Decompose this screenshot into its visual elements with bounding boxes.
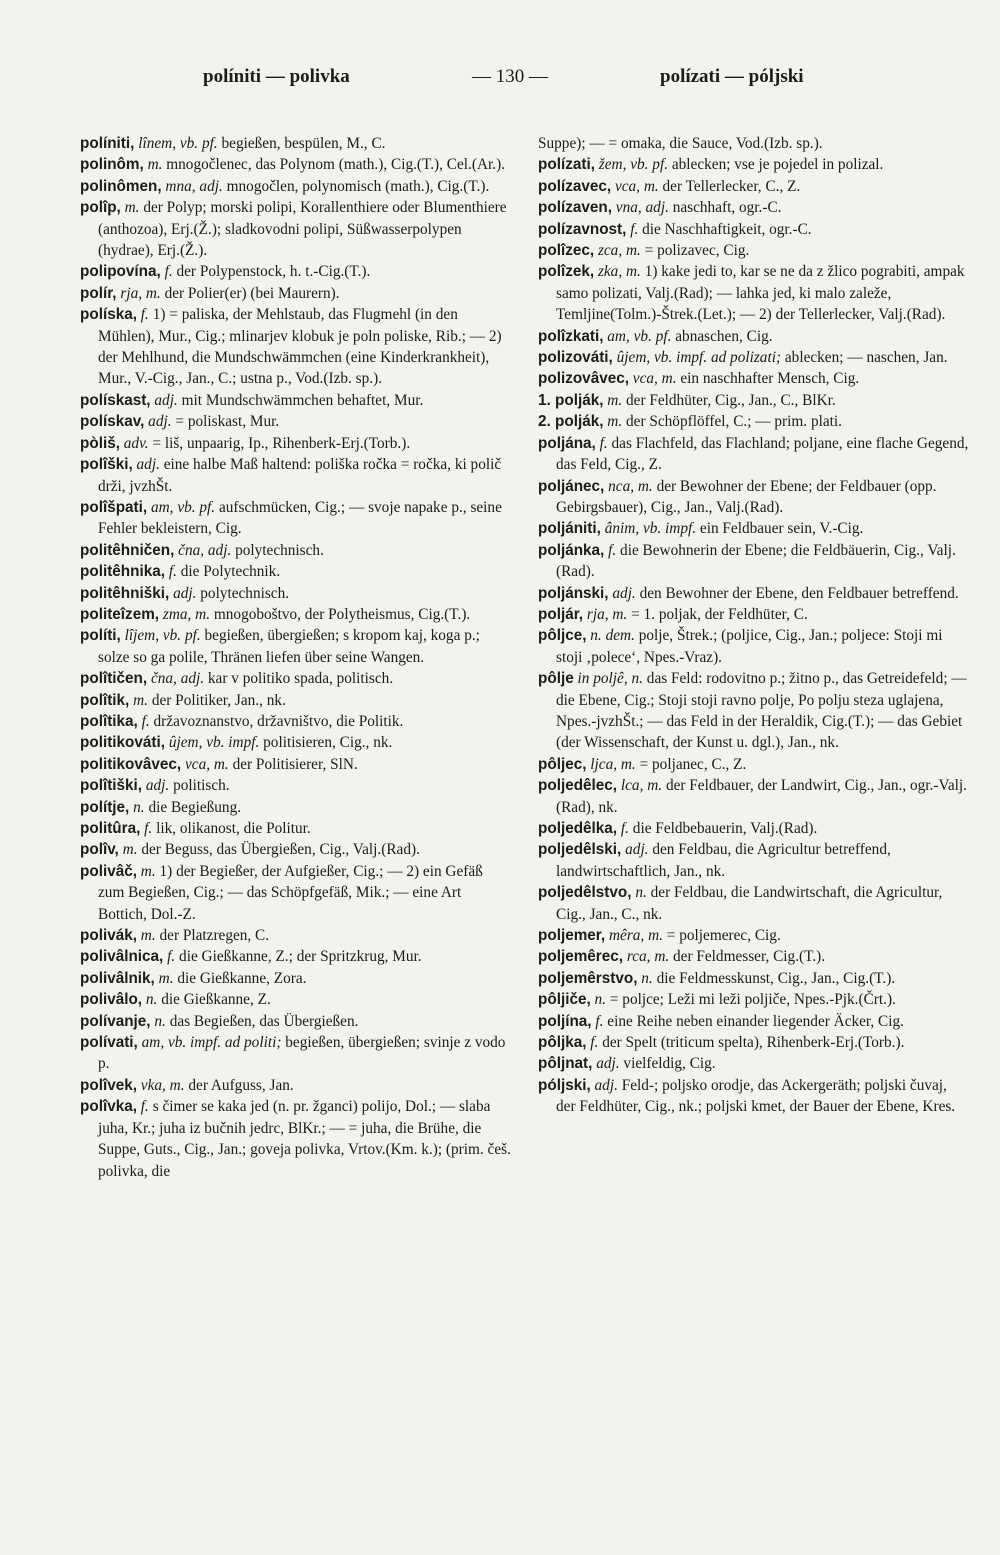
entry-definition: den Feldbau, die Agricultur betreffend, landwirtschaftlich, Jan., nk. <box>556 841 891 880</box>
entry-headword: poljedêlec, <box>538 777 618 795</box>
entry-headword: polivâlnica, <box>80 948 164 966</box>
entry-grammar: ânim, vb. impf. <box>604 520 697 538</box>
entry-headword: poljedêlski, <box>538 841 622 859</box>
entry-definition: kar v politiko spada, politisch. <box>207 670 394 688</box>
entry-grammar: adj. <box>145 777 170 795</box>
entry-definition: der Feldhüter, Cig., Jan., C., BlKr. <box>626 391 836 409</box>
dictionary-entry <box>538 476 970 519</box>
dictionary-entry <box>80 775 512 796</box>
entry-grammar: vca, m. <box>185 755 229 773</box>
entry-definition: die Polytechnik. <box>180 563 281 581</box>
dictionary-entry <box>80 1096 512 1182</box>
left-column <box>80 133 512 1533</box>
entry-definition: der Politisierer, SlN. <box>232 755 358 773</box>
entry-definition: eine Reihe neben einander liegender Äcker, Cig. <box>607 1012 904 1030</box>
entry-definition: eine halbe Maß haltend: poliška ročka = ročka, ki polič drži, jvzhŠt. <box>98 456 502 495</box>
dictionary-entry <box>80 154 512 175</box>
dictionary-entry <box>538 133 970 154</box>
entry-headword: polîtik, <box>80 691 130 709</box>
entry-grammar: lîjem, vb. pf. <box>124 627 201 645</box>
entry-definition: lik, olikanost, die Politur. <box>156 820 311 837</box>
entry-headword: polizováti, <box>538 349 613 367</box>
entry-definition: der Feldbau, die Landwirtschaft, die Agricultur, Cig., Jan., C., nk. <box>556 884 943 923</box>
dictionary-entry <box>538 347 970 368</box>
dictionary-entry <box>80 797 512 818</box>
entry-grammar: n. <box>641 969 653 987</box>
dictionary-entry <box>538 754 970 775</box>
entry-definition: das Flachfeld, das Flachland; poljane, eine flache Gegend, das Feld, Cig., Z. <box>556 434 969 474</box>
entry-headword: poljániti, <box>538 520 601 538</box>
dictionary-entry <box>538 925 970 946</box>
dictionary-entry <box>80 390 512 411</box>
entry-grammar: m. <box>122 841 138 859</box>
dictionary-entry <box>538 411 970 432</box>
entry-grammar: adj. <box>173 584 197 602</box>
entry-headword: poljár, <box>538 605 584 623</box>
dictionary-entry <box>80 690 512 711</box>
dictionary-entry <box>80 283 512 304</box>
dictionary-entry <box>538 1032 970 1053</box>
entry-grammar: n. <box>133 798 145 816</box>
entry-headword: poljedêlka, <box>538 820 618 837</box>
dictionary-entry <box>538 433 970 476</box>
entry-headword: polivâlo, <box>80 991 143 1009</box>
dictionary-entry <box>80 304 512 390</box>
right-column <box>538 133 970 1533</box>
running-head <box>0 66 1000 92</box>
entry-headword: poljánec, <box>538 477 605 495</box>
dictionary-entry <box>80 925 512 946</box>
entry-grammar: m. <box>140 927 156 945</box>
dictionary-entry <box>538 368 970 389</box>
entry-grammar: f. <box>595 1012 604 1030</box>
entry-headword: poljedêlstvo, <box>538 884 632 902</box>
entry-grammar: f. <box>164 263 173 281</box>
entry-grammar: m. <box>158 969 174 987</box>
entry-headword: polizovâvec, <box>538 370 629 388</box>
dictionary-entry <box>80 433 512 454</box>
entry-grammar: čna, adj. <box>150 670 205 688</box>
dictionary-entry <box>80 176 512 197</box>
entry-definition: mit Mundschwämmchen behaftet, Mur. <box>181 391 424 409</box>
entry-definition: der Platzregen, C. <box>159 927 270 945</box>
entry-grammar: adv. <box>123 434 149 452</box>
dictionary-entry <box>80 583 512 604</box>
page-number: — 130 — <box>472 66 548 87</box>
dictionary-entry <box>80 411 512 432</box>
entry-grammar: f. <box>630 220 639 238</box>
entry-headword: polízati, <box>538 156 595 174</box>
entry-grammar: n. <box>154 1012 166 1030</box>
dictionary-entry <box>538 326 970 347</box>
entry-headword: polítje, <box>80 798 130 816</box>
dictionary-entry <box>80 454 512 497</box>
entry-definition: državoznanstvo, državništvo, die Politik. <box>153 712 404 730</box>
entry-grammar: lînem, vb. pf. <box>138 135 218 152</box>
entry-definition: s čimer se kaka jed (n. pr. žganci) polijo, Dol.; — slaba juha, Kr.; juha iz bučnih jedrc, BlKr.; — = juha, die Brühe, die Suppe, Guts., Cig., Jan.; goveja polivka, Vrtov.(Km. k.); (prim. češ. polivka, die <box>98 1098 511 1180</box>
entry-definition: die Feldmesskunst, Cig., Jan., Cig.(T.). <box>656 969 896 987</box>
entry-definition: polytechnisch. <box>235 541 324 559</box>
entry-grammar: zca, m. <box>597 242 641 260</box>
entry-headword: polívati, <box>80 1034 138 1052</box>
entry-definition: polytechnisch. <box>200 584 290 602</box>
entry-definition: Feld-; poljsko orodje, das Ackergeräth; poljski čuvaj, der Feldhüter, Cig., nk.; poljski kmet, der Bauer der Ebene, Kres. <box>556 1076 956 1116</box>
entry-headword: 1. polják, <box>538 391 604 409</box>
entry-grammar: nca, m. <box>608 477 653 495</box>
entry-headword: polískast, <box>80 391 151 409</box>
entry-definition: mnogočlen, polynomisch (math.), Cig.(T.). <box>226 177 490 195</box>
entry-headword: poljína, <box>538 1012 592 1030</box>
entry-definition: der Politiker, Jan., nk. <box>151 691 286 709</box>
entry-grammar: rca, m. <box>626 948 670 966</box>
dictionary-entry <box>80 818 512 839</box>
entry-headword: pôljka, <box>538 1034 587 1052</box>
entry-grammar: adj. <box>136 456 160 474</box>
dictionary-entry <box>80 133 512 154</box>
entry-headword: polívanje, <box>80 1012 151 1030</box>
dictionary-entry <box>80 668 512 689</box>
entry-grammar: am, vb. impf. ad politi; <box>141 1034 282 1052</box>
entry-headword: polízaven, <box>538 199 612 217</box>
dictionary-entry <box>538 1053 970 1074</box>
header-left-range: políniti — polivka <box>203 66 350 87</box>
entry-definition: die Bewohnerin der Ebene; die Feldbäuerin, Cig., Valj.(Rad). <box>556 541 956 581</box>
entry-definition: die Begießung. <box>148 798 242 816</box>
entry-definition: = polizavec, Cig. <box>644 242 750 260</box>
entry-grammar: zma, m. <box>162 605 211 623</box>
entry-headword: polískav, <box>80 413 145 431</box>
entry-headword: pôlje <box>538 670 574 688</box>
entry-headword: pòliš, <box>80 434 120 452</box>
entry-headword: politikováti, <box>80 734 165 752</box>
entry-definition: naschhaft, ogr.-C. <box>672 199 782 217</box>
dictionary-entry <box>80 1075 512 1096</box>
entry-definition: mnogočlenec, das Polynom (math.), Cig.(T.), Cel.(Ar.). <box>166 156 505 174</box>
entry-headword: politêhničen, <box>80 541 175 559</box>
dictionary-entry <box>538 197 970 218</box>
entry-grammar: am, vb. pf. <box>150 498 216 516</box>
entry-grammar: f. <box>167 948 176 966</box>
entry-definition: = liš, unpaarig, Ip., Rihenberk-Erj.(Torb.). <box>152 434 411 452</box>
dictionary-entry <box>80 989 512 1010</box>
entry-headword: poljemêrec, <box>538 948 624 966</box>
entry-definition: der Tellerlecker, C., Z. <box>662 177 801 195</box>
entry-headword: polîzek, <box>538 263 595 281</box>
dictionary-entry <box>538 625 970 668</box>
entry-definition: das Begießen, das Übergießen. <box>169 1012 359 1030</box>
entry-grammar: am, vb. pf. <box>607 327 672 345</box>
entry-headword: pôljnat, <box>538 1055 593 1073</box>
entry-headword: polír, <box>80 284 117 302</box>
dictionary-entry <box>538 154 970 175</box>
entry-definition: das Feld: rodovitno p.; žitno p., das Getreidefeld; — die Ebene, Cig.; Stoji stoji ravno polje, Po polju steza uglajena, Npes.-jvzhŠt.; — das Feld in der Heraldik, Cig.(T.); — das Gebiet (der Wissenschaft, der Kunst u. dgl.), Jan., nk. <box>556 670 967 752</box>
dictionary-entry <box>80 839 512 860</box>
entry-definition: ablecken; — naschen, Jan. <box>784 349 948 367</box>
dictionary-entry <box>80 561 512 582</box>
entry-headword: polîp, <box>80 199 121 217</box>
entry-grammar: vca, m. <box>614 177 659 195</box>
entry-headword: politeîzem, <box>80 605 160 623</box>
entry-grammar: f. <box>608 541 617 559</box>
entry-headword: politêhnika, <box>80 563 165 581</box>
entry-definition: begießen, bespülen, M., C. <box>221 135 386 152</box>
entry-headword: polinôm, <box>80 156 144 174</box>
entry-grammar: lca, m. <box>620 777 663 795</box>
entry-headword: polîzkati, <box>538 327 604 345</box>
dictionary-entry <box>538 240 970 261</box>
entry-definition: = poliskast, Mur. <box>175 413 280 431</box>
entry-headword: políti, <box>80 627 121 645</box>
dictionary-entry <box>538 176 970 197</box>
entry-definition: 1) kake jedi to, kar se ne da z žlico pograbiti, ampak samo polizati, Valj.(Rad); — lahka jed, ki malo zaleže, Temljine(Tolm.)-Štrek.(Let.); — 2) der Tellerlecker, Valj.(Rad). <box>556 263 965 324</box>
entry-definition: den Bewohner der Ebene, den Feldbauer betreffend. <box>639 584 959 602</box>
entry-definition: politisieren, Cig., nk. <box>263 734 393 752</box>
entry-grammar: ûjem, vb. impf. <box>168 734 260 752</box>
entry-headword: polîzec, <box>538 242 595 260</box>
entry-headword: politûra, <box>80 820 141 837</box>
dictionary-entry <box>538 1011 970 1032</box>
entry-grammar: n. <box>635 884 647 902</box>
dictionary-entry <box>538 989 970 1010</box>
entry-grammar: in poljê, n. <box>577 670 643 688</box>
entry-definition: aufschmücken, Cig.; — svoje napake p., seine Fehler bekleistern, Cig. <box>98 498 502 538</box>
entry-definition: politisch. <box>173 777 230 795</box>
entry-definition: der Beguss, das Übergießen, Cig., Valj.(Rad). <box>141 841 420 859</box>
dictionary-entry <box>80 754 512 775</box>
entry-definition: die Feldbebauerin, Valj.(Rad). <box>632 820 818 837</box>
entry-headword: polîtiški, <box>80 777 143 795</box>
entry-headword: politikovâvec, <box>80 755 182 773</box>
entry-definition: abnaschen, Cig. <box>675 327 773 345</box>
entry-definition: = poljanec, C., Z. <box>639 755 747 773</box>
entry-grammar: mêra, m. <box>609 927 663 945</box>
entry-grammar: f. <box>599 434 608 452</box>
dictionary-entry <box>80 497 512 540</box>
entry-grammar: mna, adj. <box>165 177 223 195</box>
entry-grammar: adj. <box>596 1055 620 1073</box>
entry-grammar: rja, m. <box>120 284 161 302</box>
entry-headword: pôljec, <box>538 755 587 773</box>
dictionary-entry <box>538 219 970 240</box>
dictionary-entry <box>80 732 512 753</box>
entry-grammar: n. <box>145 991 158 1009</box>
entry-grammar: vca, m. <box>632 370 677 388</box>
entry-grammar: m. <box>607 391 623 409</box>
entry-definition: begießen, übergießen; svinje z vodo p. <box>98 1034 506 1073</box>
entry-grammar: f. <box>620 820 629 837</box>
entry-grammar: m. <box>133 691 148 709</box>
entry-definition: die Gießkanne, Z. <box>161 991 271 1009</box>
entry-definition: der Polyp; morski polipi, Korallenthiere oder Blumenthiere (anthozoa), Erj.(Ž.); sladkovodni polipi, Süßwasserpolypen (hydrae), Erj.(Ž.). <box>98 199 507 260</box>
entry-definition: der Polypenstock, h. t.-Cig.(T.). <box>176 263 371 281</box>
entry-grammar: vna, adj. <box>615 199 669 217</box>
dictionary-entry <box>80 946 512 967</box>
entry-headword: poljána, <box>538 434 596 452</box>
entry-headword: polîtičen, <box>80 670 148 688</box>
entry-grammar: ljca, m. <box>590 755 636 773</box>
dictionary-entry <box>80 540 512 561</box>
entry-grammar: zka, m. <box>597 263 641 281</box>
dictionary-entry <box>80 1032 512 1075</box>
entry-definition: 1) der Begießer, der Aufgießer, Cig.; — 2) ein Gefäß zum Begießen, Cig.; — das Schöpfgefäß, Mik.; — eine Art Bottich, Dol.-Z. <box>98 862 483 923</box>
entry-grammar: žem, vb. pf. <box>598 156 669 174</box>
entry-grammar: f. <box>140 306 149 324</box>
entry-headword: polinômen, <box>80 177 162 195</box>
entry-definition: 1) = paliska, der Mehlstaub, das Flugmehl (in den Mühlen), Mur., Cig.; mlinarjev klobuk je poln poliske, Rib.; — 2) der Mehlhund, die Mundschwämmchen (eine Kinderkrankheit), Mur., V.-Cig., Jan., C.; ustna p., Vod.(Izb. sp.). <box>98 306 502 388</box>
entry-definition: die Gießkanne, Zora. <box>177 969 307 987</box>
entry-headword: polîv, <box>80 841 119 859</box>
entry-definition: der Polier(er) (bei Maurern). <box>164 284 340 302</box>
entry-headword: polivâlnik, <box>80 969 155 987</box>
entry-definition: = poljce; Leži mi leži poljiče, Npes.-Pjk.(Črt.). <box>609 991 896 1009</box>
entry-headword: poljemêrstvo, <box>538 969 638 987</box>
entry-grammar: adj. <box>148 413 172 431</box>
entry-grammar: m. <box>607 413 623 431</box>
entry-grammar: f. <box>168 563 177 581</box>
entry-headword: polivâč, <box>80 862 137 880</box>
dictionary-entry <box>80 968 512 989</box>
entry-headword: polipovína, <box>80 263 161 281</box>
dictionary-entry <box>80 861 512 925</box>
dictionary-entry <box>538 882 970 925</box>
entry-definition: ablecken; vse je pojedel in polizal. <box>671 156 884 174</box>
entry-headword: polízavec, <box>538 177 612 195</box>
entry-headword: pôljiče, <box>538 991 591 1009</box>
entry-definition: = poljemerec, Cig. <box>666 927 781 945</box>
entry-definition: begießen, übergießen; s kropom kaj, koga p.; solze so ga polile, Thränen liefen über seine Wangen. <box>98 627 480 666</box>
dictionary-entry <box>538 261 970 325</box>
entry-grammar: čna, adj. <box>178 541 232 559</box>
entry-headword: poljánski, <box>538 584 609 602</box>
dictionary-entry <box>538 775 970 818</box>
entry-headword: 2. polják, <box>538 413 604 431</box>
dictionary-entry <box>538 946 970 967</box>
dictionary-entry <box>80 197 512 261</box>
dictionary-entry <box>80 604 512 625</box>
entry-headword: poljemer, <box>538 927 606 945</box>
entry-grammar: adj. <box>625 841 649 859</box>
entry-definition: der Bewohner der Ebene; der Feldbauer (opp. Gebirgsbauer), Cig., Jan., Valj.(Rad). <box>556 477 937 516</box>
dictionary-entry <box>80 1011 512 1032</box>
entry-grammar: m. <box>140 862 156 880</box>
entry-definition: mnogoboštvo, der Polytheismus, Cig.(T.). <box>213 605 471 623</box>
entry-headword: poljánka, <box>538 541 605 559</box>
entry-definition: der Spelt (triticum spelta), Rihenberk-Erj.(Torb.). <box>602 1034 905 1052</box>
entry-definition: der Aufguss, Jan. <box>188 1076 294 1094</box>
entry-definition: vielfeldig, Cig. <box>623 1055 716 1073</box>
entry-grammar: f. <box>140 1098 149 1116</box>
entry-grammar: f. <box>590 1034 599 1052</box>
entry-headword: políska, <box>80 306 137 324</box>
entry-grammar: adj. <box>594 1076 618 1094</box>
dictionary-entry <box>538 1075 970 1118</box>
dictionary-entry <box>80 625 512 668</box>
entry-grammar: adj. <box>154 391 178 409</box>
entry-headword: polîšpati, <box>80 498 148 516</box>
entry-definition: ein Feldbauer sein, V.-Cig. <box>699 520 864 538</box>
dictionary-entry <box>538 540 970 583</box>
dictionary-entry <box>538 968 970 989</box>
entry-definition: die Gießkanne, Z.; der Spritzkrug, Mur. <box>179 948 422 966</box>
dictionary-entry <box>538 839 970 882</box>
entry-grammar: vka, m. <box>140 1076 185 1094</box>
entry-definition: Suppe); — = omaka, die Sauce, Vod.(Izb. sp.). <box>538 135 823 152</box>
entry-headword: politêhniški, <box>80 584 170 602</box>
dictionary-entry <box>80 261 512 282</box>
entry-headword: póljski, <box>538 1076 591 1094</box>
entry-grammar: m. <box>124 199 140 217</box>
entry-definition: ein naschhafter Mensch, Cig. <box>680 370 860 388</box>
dictionary-entry <box>538 818 970 839</box>
entry-headword: pôljce, <box>538 627 587 645</box>
entry-definition: polje, Štrek.; (poljice, Cig., Jan.; poljece: Stoji mi stoji ‚polece‘, Npes.-Vraz). <box>556 627 943 666</box>
entry-grammar: n. <box>594 991 607 1009</box>
entry-headword: polivák, <box>80 927 137 945</box>
entry-definition: = 1. poljak, der Feldhüter, C. <box>631 605 808 623</box>
entry-headword: polízavnost, <box>538 220 627 238</box>
entry-definition: die Naschhaftigkeit, ogr.-C. <box>642 220 812 238</box>
dictionary-entry <box>538 390 970 411</box>
entry-grammar: n. dem. <box>590 627 635 645</box>
entry-grammar: ûjem, vb. impf. ad polizati; <box>616 349 782 367</box>
entry-headword: polîtika, <box>80 712 138 730</box>
dictionary-entry <box>538 518 970 539</box>
entry-grammar: m. <box>147 156 163 174</box>
entry-headword: polîvka, <box>80 1098 137 1116</box>
entry-definition: der Schöpflöffel, C.; — prim. plati. <box>626 413 842 431</box>
dictionary-entry <box>538 668 970 754</box>
entry-grammar: rja, m. <box>586 605 628 623</box>
entry-definition: der Feldbauer, der Landwirt, Cig., Jan., ogr.-Valj.(Rad), nk. <box>556 777 967 816</box>
header-right-range: polízati — póljski <box>660 66 804 87</box>
entry-definition: der Feldmesser, Cig.(T.). <box>673 948 826 966</box>
entry-headword: polîški, <box>80 456 133 474</box>
entry-headword: polîvek, <box>80 1076 137 1094</box>
entry-grammar: f. <box>141 712 150 730</box>
entry-grammar: adj. <box>612 584 636 602</box>
entry-grammar: f. <box>144 820 153 837</box>
dictionary-entry <box>538 583 970 604</box>
dictionary-entry <box>538 604 970 625</box>
dictionary-entry <box>80 711 512 732</box>
entry-headword: políniti, <box>80 135 135 152</box>
